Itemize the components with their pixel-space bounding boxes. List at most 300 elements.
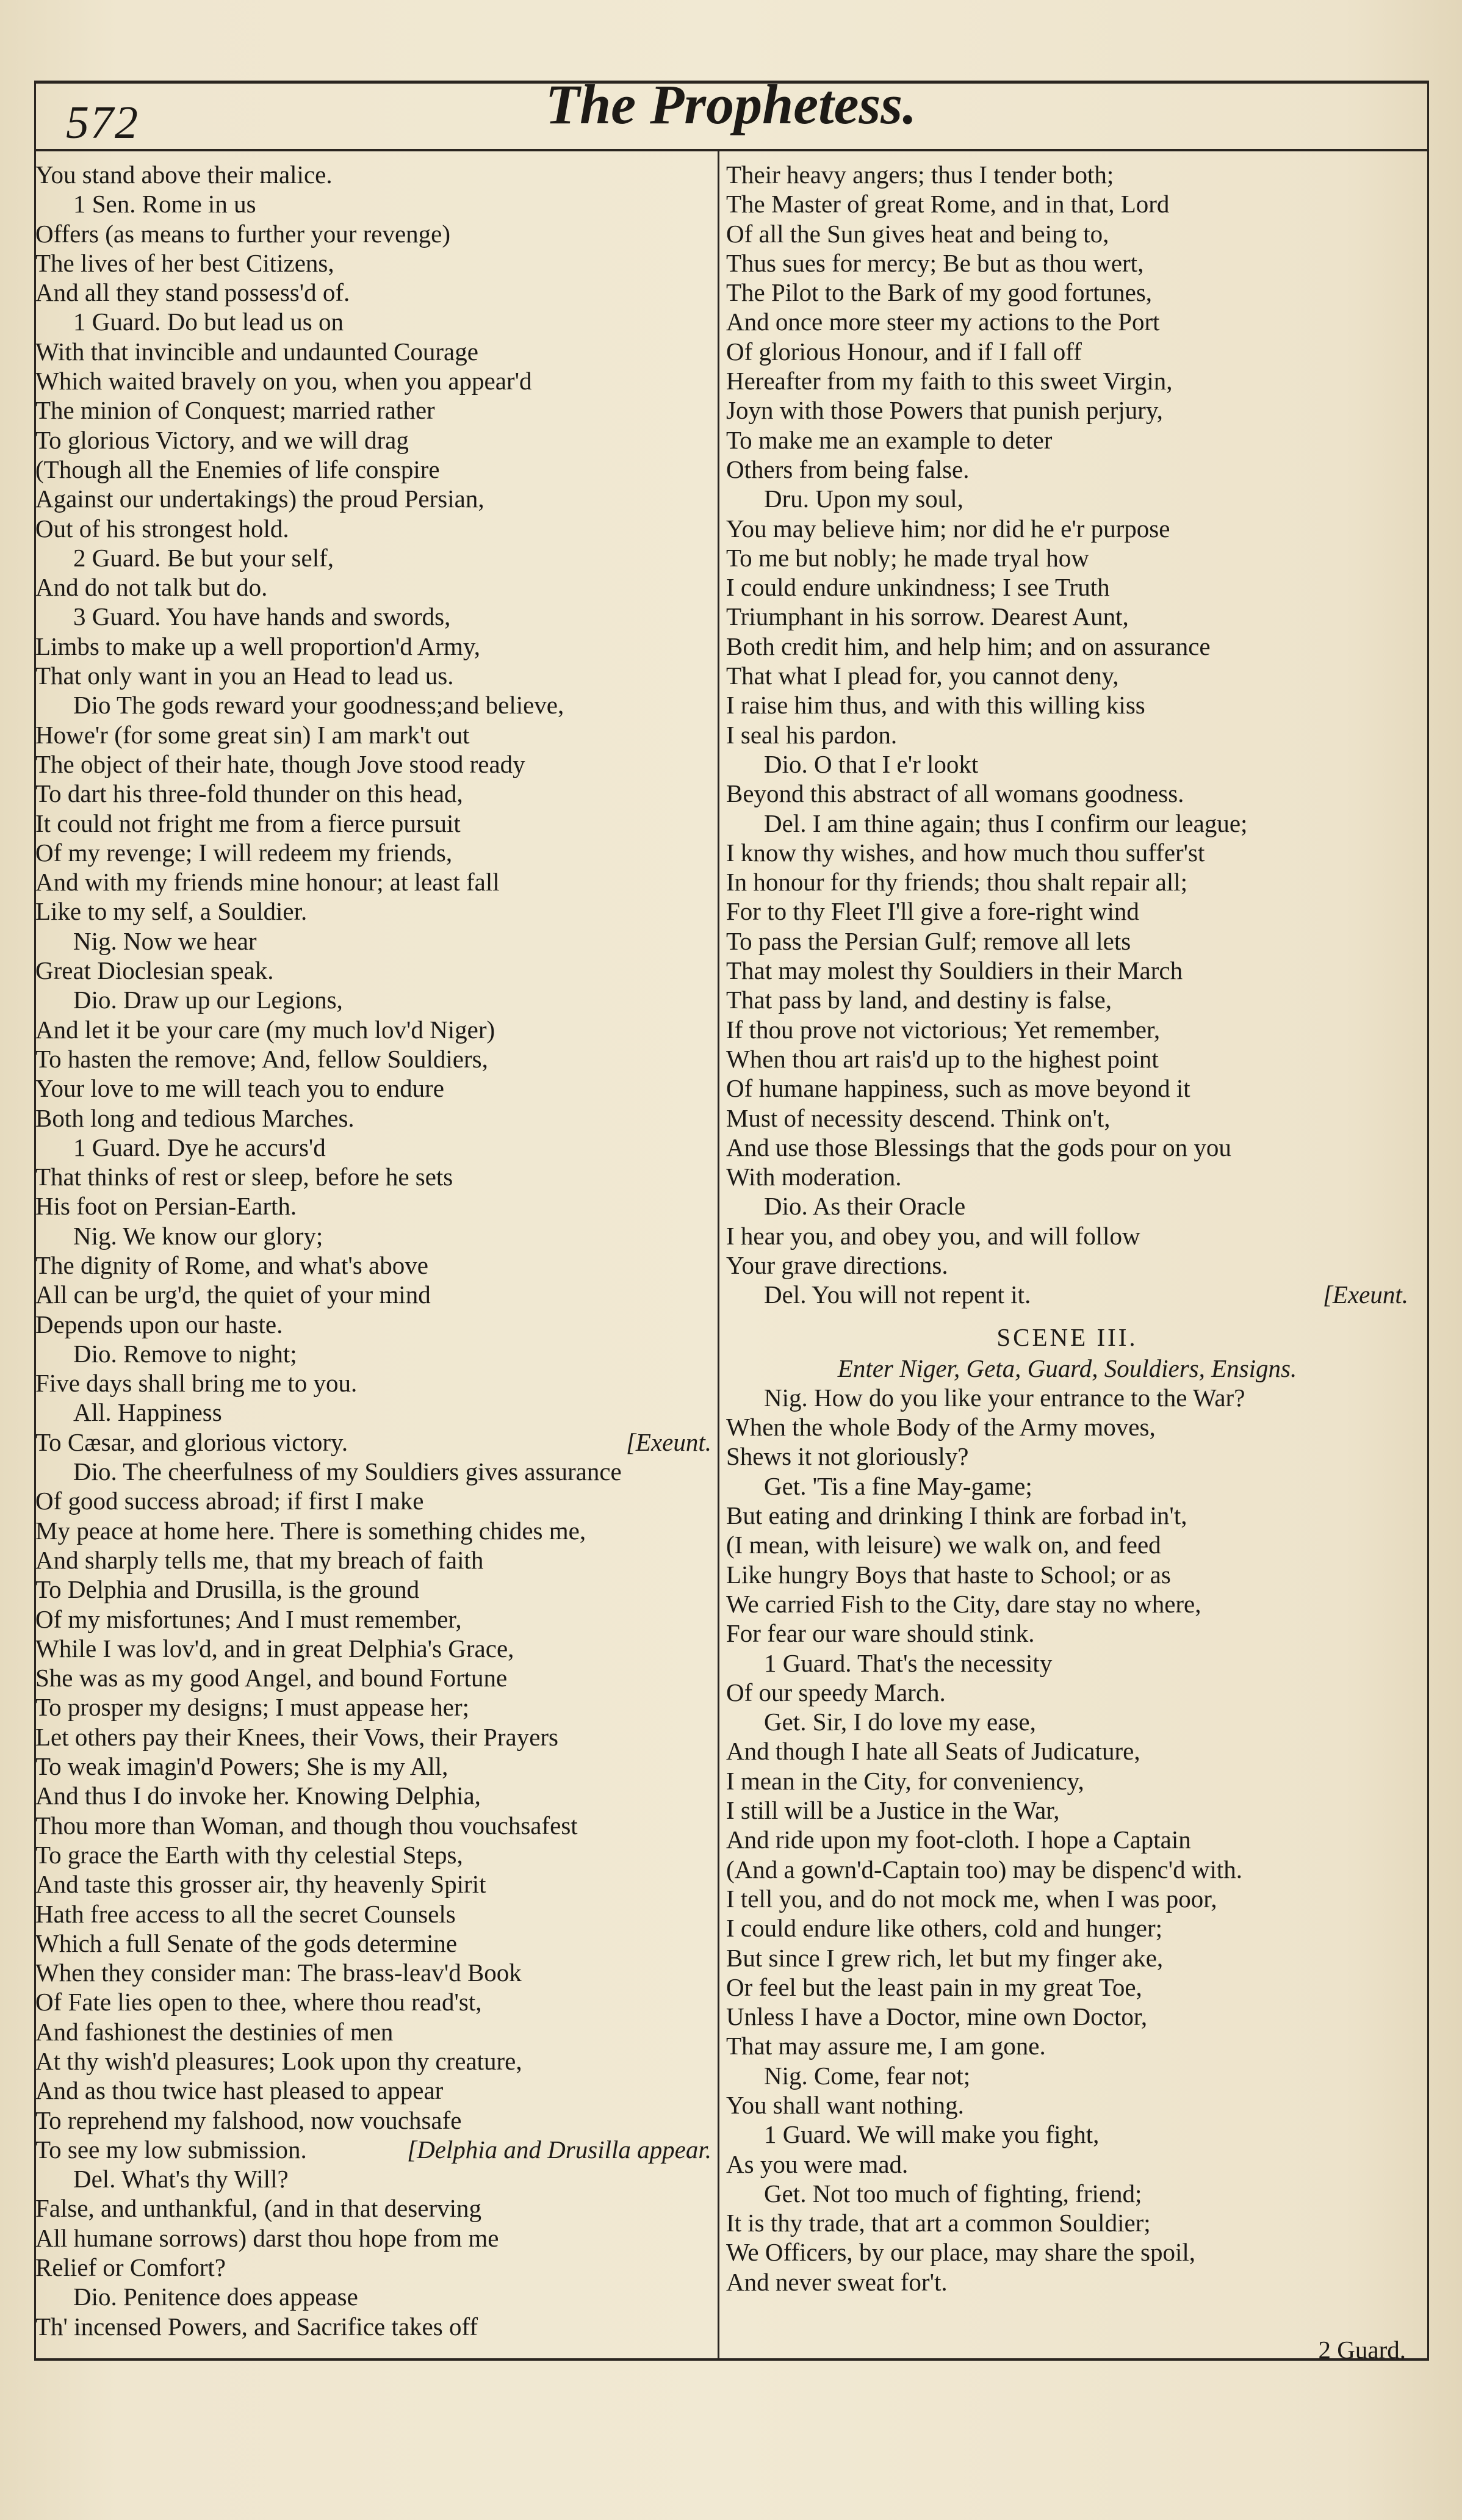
verse-line	[35, 1545, 711, 1575]
line-text: For fear our ware should stink.	[726, 1619, 1035, 1648]
verse-line	[35, 1840, 711, 1869]
verse-line	[726, 484, 1408, 513]
line-text: I hear you, and obey you, and will follow	[726, 1221, 1140, 1250]
verse-line	[726, 1825, 1408, 1854]
verse-line	[35, 1457, 711, 1486]
column-divider	[718, 151, 719, 2359]
line-text: And though I hate all Seats of Judicature,	[726, 1737, 1140, 1766]
page-number: 572	[66, 97, 139, 148]
line-text: My peace at home here. There is something chides me,	[35, 1516, 586, 1545]
verse-line	[726, 720, 1408, 749]
line-text: If thou prove not victorious; Yet remember,	[726, 1015, 1161, 1044]
exit-cue: [Exeunt.	[625, 1428, 711, 1456]
verse-line	[35, 572, 711, 602]
verse-line	[726, 1412, 1408, 1442]
footer-rule	[34, 2358, 1429, 2361]
verse-line	[35, 1516, 711, 1545]
line-text: To dart his three-fold thunder on this head,	[35, 779, 463, 808]
line-text: Or feel but the least pain in my great Toe,	[726, 1973, 1142, 2001]
line-text: When they consider man: The brass-leav'd Book	[35, 1959, 522, 1987]
line-text: Let others pay their Knees, their Vows, their Prayers	[35, 1722, 558, 1751]
line-text: 1 Guard. That's the necessity	[764, 1648, 1053, 1677]
verse-line	[35, 1280, 711, 1309]
line-text: The object of their hate, though Jove stood ready	[35, 749, 525, 778]
line-text: Thus sues for mercy; Be but as thou wert,	[726, 248, 1144, 277]
header-rule-bottom	[34, 149, 1429, 151]
verse-line	[726, 867, 1408, 897]
verse-line	[726, 425, 1408, 455]
line-text: Which a full Senate of the gods determine	[35, 1929, 458, 1957]
line-text: All. Happiness	[73, 1398, 222, 1427]
verse-line	[726, 1133, 1408, 1162]
line-text: Like hungry Boys that haste to School; or as	[726, 1560, 1171, 1589]
verse-line	[35, 484, 711, 513]
verse-line	[35, 1074, 711, 1103]
line-text: Dio. As their Oracle	[764, 1192, 966, 1221]
line-text: To make me an example to deter	[726, 425, 1053, 454]
line-text: Out of his strongest hold.	[35, 514, 289, 543]
verse-line	[35, 2282, 711, 2311]
line-text: Relief or Comfort?	[35, 2253, 226, 2282]
verse-line	[35, 2017, 711, 2046]
line-text: Hath free access to all the secret Counsels	[35, 1899, 456, 1928]
line-text: Hereafter from my faith to this sweet Virgin,	[726, 367, 1173, 395]
verse-line	[35, 1692, 711, 1722]
verse-line	[726, 2208, 1408, 2237]
verse-line	[35, 1251, 711, 1280]
verse-line	[726, 1736, 1408, 1766]
line-text: I raise him thus, and with this willing kiss	[726, 691, 1145, 720]
line-text: Limbs to make up a well proportion'd Army,	[35, 632, 480, 660]
verse-line	[35, 1781, 711, 1810]
verse-line	[726, 897, 1408, 926]
line-text: Th' incensed Powers, and Sacrifice takes off	[35, 2312, 478, 2341]
stage-direction	[726, 1354, 1408, 1383]
verse-line	[35, 160, 711, 189]
verse-line	[726, 779, 1408, 808]
line-text: To Cæsar, and glorious victory.	[35, 1428, 348, 1456]
verse-line	[726, 189, 1408, 218]
line-text: You shall want nothing.	[726, 2091, 964, 2119]
line-text: That only want in you an Head to lead us.	[35, 662, 454, 690]
line-text: Five days shall bring me to you.	[35, 1369, 358, 1398]
line-text: I know thy wishes, and how much thou suffer'st	[726, 838, 1205, 867]
line-text: With moderation.	[726, 1163, 902, 1191]
line-text: But eating and drinking I think are forbad in't,	[726, 1501, 1187, 1530]
verse-line	[726, 366, 1408, 395]
verse-line	[35, 1015, 711, 1044]
line-text: Dru. Upon my soul,	[764, 485, 963, 513]
verse-line	[726, 1074, 1408, 1103]
verse-line	[35, 985, 711, 1014]
verse-line	[35, 690, 711, 720]
verse-line	[35, 278, 711, 307]
line-text: I tell you, and do not mock me, when I was poor,	[726, 1884, 1217, 1913]
verse-line	[35, 1869, 711, 1899]
line-text: Triumphant in his sorrow. Dearest Aunt,	[726, 602, 1129, 631]
verse-line	[35, 2223, 711, 2253]
line-text: Against our undertakings) the proud Persian,	[35, 485, 484, 513]
line-text: Like to my self, a Souldier.	[35, 897, 308, 926]
line-text: And as thou twice hast pleased to appear	[35, 2076, 444, 2105]
line-text: His foot on Persian-Earth.	[35, 1192, 297, 1221]
verse-line	[726, 1589, 1408, 1619]
verse-line	[35, 189, 711, 218]
line-text: That may assure me, I am gone.	[726, 2032, 1046, 2060]
line-text: Dio. Remove to night;	[73, 1339, 297, 1368]
line-text: To see my low submission.	[35, 2135, 307, 2164]
line-text: Of humane happiness, such as move beyond it	[726, 1074, 1190, 1103]
verse-line	[726, 661, 1408, 690]
verse-line	[726, 543, 1408, 572]
line-text: I could endure like others, cold and hunger;	[726, 1914, 1162, 1943]
verse-line	[726, 1973, 1408, 2002]
verse-line	[726, 1251, 1408, 1280]
line-text: Your grave directions.	[726, 1251, 948, 1279]
line-text: And once more steer my actions to the Port	[726, 308, 1160, 336]
verse-line	[35, 720, 711, 749]
line-text: SCENE III.	[996, 1323, 1138, 1351]
verse-line	[726, 1442, 1408, 1471]
verse-line	[726, 2267, 1408, 2297]
line-text: Get. 'Tis a fine May-game;	[764, 1471, 1032, 1500]
verse-line	[726, 985, 1408, 1014]
verse-line	[726, 749, 1408, 779]
verse-line	[726, 219, 1408, 248]
line-text: Your love to me will teach you to endure	[35, 1074, 444, 1103]
line-text: Dio The gods reward your goodness;and believe,	[73, 691, 564, 720]
line-text: The Pilot to the Bark of my good fortunes,	[726, 278, 1153, 307]
verse-line	[726, 1383, 1408, 1412]
verse-line	[726, 1103, 1408, 1133]
line-text: Their heavy angers; thus I tender both;	[726, 161, 1114, 189]
line-text: When the whole Body of the Army moves,	[726, 1413, 1156, 1442]
line-text: That may molest thy Souldiers in their March	[726, 956, 1183, 985]
verse-line	[726, 1678, 1408, 1707]
verse-line	[35, 1634, 711, 1663]
verse-line	[726, 1191, 1408, 1221]
line-text: And thus I do invoke her. Knowing Delphia,	[35, 1782, 481, 1810]
verse-line	[35, 1133, 711, 1162]
verse-line	[726, 572, 1408, 602]
verse-line	[726, 1044, 1408, 1074]
line-text: Of all the Sun gives heat and being to,	[726, 219, 1109, 248]
line-text: At thy wish'd pleasures; Look upon thy creature,	[35, 2047, 522, 2075]
verse-line	[35, 455, 711, 484]
line-text: Others from being false.	[726, 455, 970, 483]
verse-line	[35, 1987, 711, 2016]
verse-line	[35, 897, 711, 926]
verse-line	[35, 1310, 711, 1339]
line-text: (And a gown'd-Captain too) may be dispenc'd with.	[726, 1855, 1242, 1883]
line-text: The dignity of Rome, and what's above	[35, 1251, 428, 1279]
line-text: I could endure unkindness; I see Truth	[726, 573, 1110, 602]
verse-line	[35, 1428, 711, 1457]
line-text: 1 Guard. Do but lead us on	[73, 308, 344, 336]
line-text: To grace the Earth with thy celestial Steps,	[35, 1840, 463, 1869]
verse-line	[35, 1398, 711, 1427]
line-text: To me but nobly; he made tryal how	[726, 543, 1089, 572]
verse-line	[35, 926, 711, 956]
verse-line	[35, 307, 711, 336]
verse-line	[35, 1368, 711, 1398]
line-text: As you were mad.	[726, 2150, 909, 2178]
line-text: And sharply tells me, that my breach of faith	[35, 1545, 484, 1574]
verse-line	[726, 1766, 1408, 1796]
line-text: I mean in the City, for conveniency,	[726, 1766, 1084, 1795]
verse-line	[726, 2002, 1408, 2031]
verse-line	[726, 1943, 1408, 1973]
line-text: To pass the Persian Gulf; remove all lets	[726, 926, 1131, 955]
verse-line	[726, 2179, 1408, 2208]
line-text: Dio. O that I e'r lookt	[764, 749, 979, 778]
verse-line	[35, 749, 711, 779]
verse-line	[726, 248, 1408, 278]
line-text: Del. What's thy Will?	[73, 2165, 289, 2193]
line-text: Offers (as means to further your revenge)	[35, 219, 451, 248]
verse-line	[35, 219, 711, 248]
line-text: (Though all the Enemies of life conspire	[35, 455, 440, 483]
verse-line	[726, 1560, 1408, 1589]
line-text: With that invincible and undaunted Courage	[35, 337, 478, 366]
right-column	[726, 160, 1408, 2297]
verse-line	[726, 956, 1408, 985]
line-text: Dio. Draw up our Legions,	[73, 986, 343, 1014]
verse-line	[35, 425, 711, 455]
line-text: And with my friends mine honour; at least fall	[35, 868, 500, 897]
line-text: Unless I have a Doctor, mine own Doctor,	[726, 2002, 1148, 2031]
verse-line	[35, 395, 711, 425]
verse-line	[35, 1339, 711, 1368]
line-text: And let it be your care (my much lov'd Niger)	[35, 1015, 495, 1044]
line-text: Howe'r (for some great sin) I am mark't out	[35, 720, 470, 749]
line-text: It is thy trade, that art a common Souldier;	[726, 2209, 1151, 2237]
exit-cue: [Exeunt.	[1322, 1280, 1408, 1309]
verse-line	[726, 1280, 1408, 1309]
verse-line	[726, 2120, 1408, 2149]
line-text: (I mean, with leisure) we walk on, and feed	[726, 1531, 1161, 1559]
line-text: But since I grew rich, let but my finger ake,	[726, 1943, 1164, 1972]
line-text: Dio. Penitence does appease	[73, 2283, 358, 2311]
verse-line	[35, 602, 711, 631]
verse-line	[726, 1913, 1408, 1943]
line-text: Shews it not gloriously?	[726, 1442, 969, 1471]
line-text: Great Dioclesian speak.	[35, 956, 274, 985]
verse-line	[726, 337, 1408, 366]
line-text: Must of necessity descend. Think on't,	[726, 1103, 1111, 1132]
verse-line	[35, 1103, 711, 1133]
verse-line	[726, 307, 1408, 336]
verse-line	[726, 1648, 1408, 1678]
line-text: Which waited bravely on you, when you appear'd	[35, 367, 532, 395]
line-text: You may believe him; nor did he e'r purpose	[726, 514, 1170, 543]
verse-line	[726, 1221, 1408, 1251]
line-text: 1 Guard. Dye he accurs'd	[73, 1133, 326, 1161]
running-title: The Prophetess.	[545, 73, 917, 135]
verse-line	[35, 1162, 711, 1191]
line-text: I still will be a Justice in the War,	[726, 1796, 1060, 1825]
verse-line	[726, 2061, 1408, 2090]
line-text: And ride upon my foot-cloth. I hope a Captain	[726, 1825, 1191, 1854]
line-text: 3 Guard. You have hands and swords,	[73, 602, 451, 631]
line-text: 1 Sen. Rome in us	[73, 190, 256, 218]
line-text: For to thy Fleet I'll give a fore-right wind	[726, 897, 1139, 926]
line-text: Nig. How do you like your entrance to the War?	[764, 1383, 1245, 1412]
verse-line	[726, 838, 1408, 867]
verse-line	[35, 2135, 711, 2164]
line-text: We carried Fish to the City, dare stay no where,	[726, 1589, 1201, 1618]
line-text: Del. I am thine again; thus I confirm our league;	[764, 809, 1248, 837]
line-text: All humane sorrows) darst thou hope from me	[35, 2223, 499, 2252]
verse-line	[35, 366, 711, 395]
verse-line	[726, 1471, 1408, 1501]
line-text: Get. Not too much of fighting, friend;	[764, 2179, 1142, 2208]
verse-line	[726, 1530, 1408, 1559]
line-text: And do not talk but do.	[35, 573, 268, 602]
frame-right	[1427, 81, 1429, 2359]
exit-cue: [Delphia and Drusilla appear.	[407, 2135, 711, 2164]
line-text: To prosper my designs; I must appease her;	[35, 1693, 470, 1722]
verse-line	[35, 1605, 711, 1634]
verse-line	[35, 2164, 711, 2193]
line-text: Joyn with those Powers that punish perjury,	[726, 396, 1163, 425]
verse-line	[35, 1221, 711, 1251]
verse-line	[35, 867, 711, 897]
verse-line	[35, 543, 711, 572]
verse-line	[726, 690, 1408, 720]
line-text: Thou more than Woman, and though thou vouchsafest	[35, 1811, 578, 1839]
line-text: While I was lov'd, and in great Delphia's Grace,	[35, 1634, 514, 1663]
verse-line	[35, 779, 711, 808]
line-text: And fashionest the destinies of men	[35, 2017, 394, 2046]
verse-line	[35, 2076, 711, 2105]
verse-line	[726, 2150, 1408, 2179]
line-text: Nig. Now we hear	[73, 926, 257, 955]
line-text: Nig. We know our glory;	[73, 1221, 323, 1250]
verse-line	[35, 1752, 711, 1781]
verse-line	[35, 1899, 711, 1929]
line-text: The minion of Conquest; married rather	[35, 396, 435, 425]
line-text: To Delphia and Drusilla, is the ground	[35, 1575, 420, 1604]
line-text: To glorious Victory, and we will drag	[35, 425, 409, 454]
verse-line	[726, 1796, 1408, 1825]
scene-heading	[726, 1310, 1408, 1354]
verse-line	[35, 1811, 711, 1840]
line-text: Dio. The cheerfulness of my Souldiers gives assurance	[73, 1457, 622, 1486]
verse-line	[726, 809, 1408, 838]
line-text: In honour for thy friends; thou shalt repair all;	[726, 868, 1188, 897]
verse-line	[726, 1855, 1408, 1884]
verse-line	[35, 514, 711, 543]
line-text: False, and unthankful, (and in that deserving	[35, 2194, 481, 2223]
verse-line	[35, 248, 711, 278]
line-text: To weak imagin'd Powers; She is my All,	[35, 1752, 448, 1781]
verse-line	[726, 602, 1408, 631]
verse-line	[35, 632, 711, 661]
line-text: Of glorious Honour, and if I fall off	[726, 337, 1082, 366]
line-text: You stand above their malice.	[35, 161, 333, 189]
line-text: Of my revenge; I will redeem my friends,	[35, 838, 453, 867]
line-text: Del. You will not repent it.	[764, 1280, 1031, 1309]
verse-line	[726, 1162, 1408, 1191]
verse-line	[35, 956, 711, 985]
verse-line	[35, 2312, 711, 2341]
verse-line	[726, 2031, 1408, 2060]
line-text: Of Fate lies open to thee, where thou read'st,	[35, 1988, 482, 2016]
verse-line	[35, 661, 711, 690]
line-text: To reprehend my falshood, now vouchsafe	[35, 2106, 462, 2134]
line-text: Beyond this abstract of all womans goodness.	[726, 779, 1184, 808]
line-text: Both long and tedious Marches.	[35, 1103, 355, 1132]
verse-line	[726, 395, 1408, 425]
line-text: Of good success abroad; if first I make	[35, 1487, 424, 1515]
line-text: All can be urg'd, the quiet of your mind	[35, 1280, 431, 1309]
verse-line	[726, 1619, 1408, 1648]
verse-line	[35, 1486, 711, 1515]
verse-line	[35, 1575, 711, 1604]
verse-line	[35, 2193, 711, 2223]
line-text: The Master of great Rome, and in that, Lord	[726, 190, 1170, 218]
line-text: That what I plead for, you cannot deny,	[726, 662, 1119, 690]
verse-line	[726, 455, 1408, 484]
verse-line	[35, 1929, 711, 1958]
verse-line	[35, 1663, 711, 1692]
verse-line	[35, 838, 711, 867]
line-text: When thou art rais'd up to the highest point	[726, 1044, 1159, 1073]
verse-line	[726, 1015, 1408, 1044]
line-text: 2 Guard. Be but your self,	[73, 543, 334, 572]
verse-line	[35, 1722, 711, 1752]
verse-line	[35, 337, 711, 366]
verse-line	[35, 1958, 711, 1987]
line-text: Both credit him, and help him; and on assurance	[726, 632, 1211, 660]
line-text: And all they stand possess'd of.	[35, 278, 350, 307]
line-text: Of my misfortunes; And I must remember,	[35, 1605, 462, 1633]
line-text: She was as my good Angel, and bound Fortune	[35, 1664, 508, 1692]
line-text: I seal his pardon.	[726, 720, 898, 749]
verse-line	[726, 1884, 1408, 1913]
line-text: And use those Blessings that the gods pour on you	[726, 1133, 1231, 1161]
verse-line	[35, 2046, 711, 2076]
verse-line	[35, 809, 711, 838]
verse-line	[726, 2090, 1408, 2120]
verse-line	[726, 160, 1408, 189]
line-text: Enter Niger, Geta, Guard, Souldiers, Ensigns.	[837, 1354, 1297, 1382]
line-text: It could not fright me from a fierce pursuit	[35, 809, 461, 837]
line-text: That pass by land, and destiny is false,	[726, 986, 1112, 1014]
catchword: 2 Guard.	[1318, 2336, 1406, 2364]
verse-line	[35, 1191, 711, 1221]
left-column	[35, 160, 711, 2341]
verse-line	[35, 1044, 711, 1074]
verse-line	[726, 1501, 1408, 1530]
line-text: That thinks of rest or sleep, before he sets	[35, 1163, 453, 1191]
line-text: Depends upon our haste.	[35, 1310, 283, 1338]
line-text: 1 Guard. We will make you fight,	[764, 2120, 1100, 2149]
verse-line	[35, 2106, 711, 2135]
verse-line	[726, 926, 1408, 956]
verse-line	[726, 514, 1408, 543]
line-text: And never sweat for't.	[726, 2267, 948, 2296]
verse-line	[35, 2253, 711, 2282]
verse-line	[726, 1707, 1408, 1736]
verse-line	[726, 2237, 1408, 2267]
line-text: Nig. Come, fear not;	[764, 2061, 971, 2090]
line-text: The lives of her best Citizens,	[35, 248, 334, 277]
line-text: Get. Sir, I do love my ease,	[764, 1708, 1036, 1736]
line-text: We Officers, by our place, may share the spoil,	[726, 2238, 1195, 2267]
line-text: Of our speedy March.	[726, 1678, 946, 1706]
